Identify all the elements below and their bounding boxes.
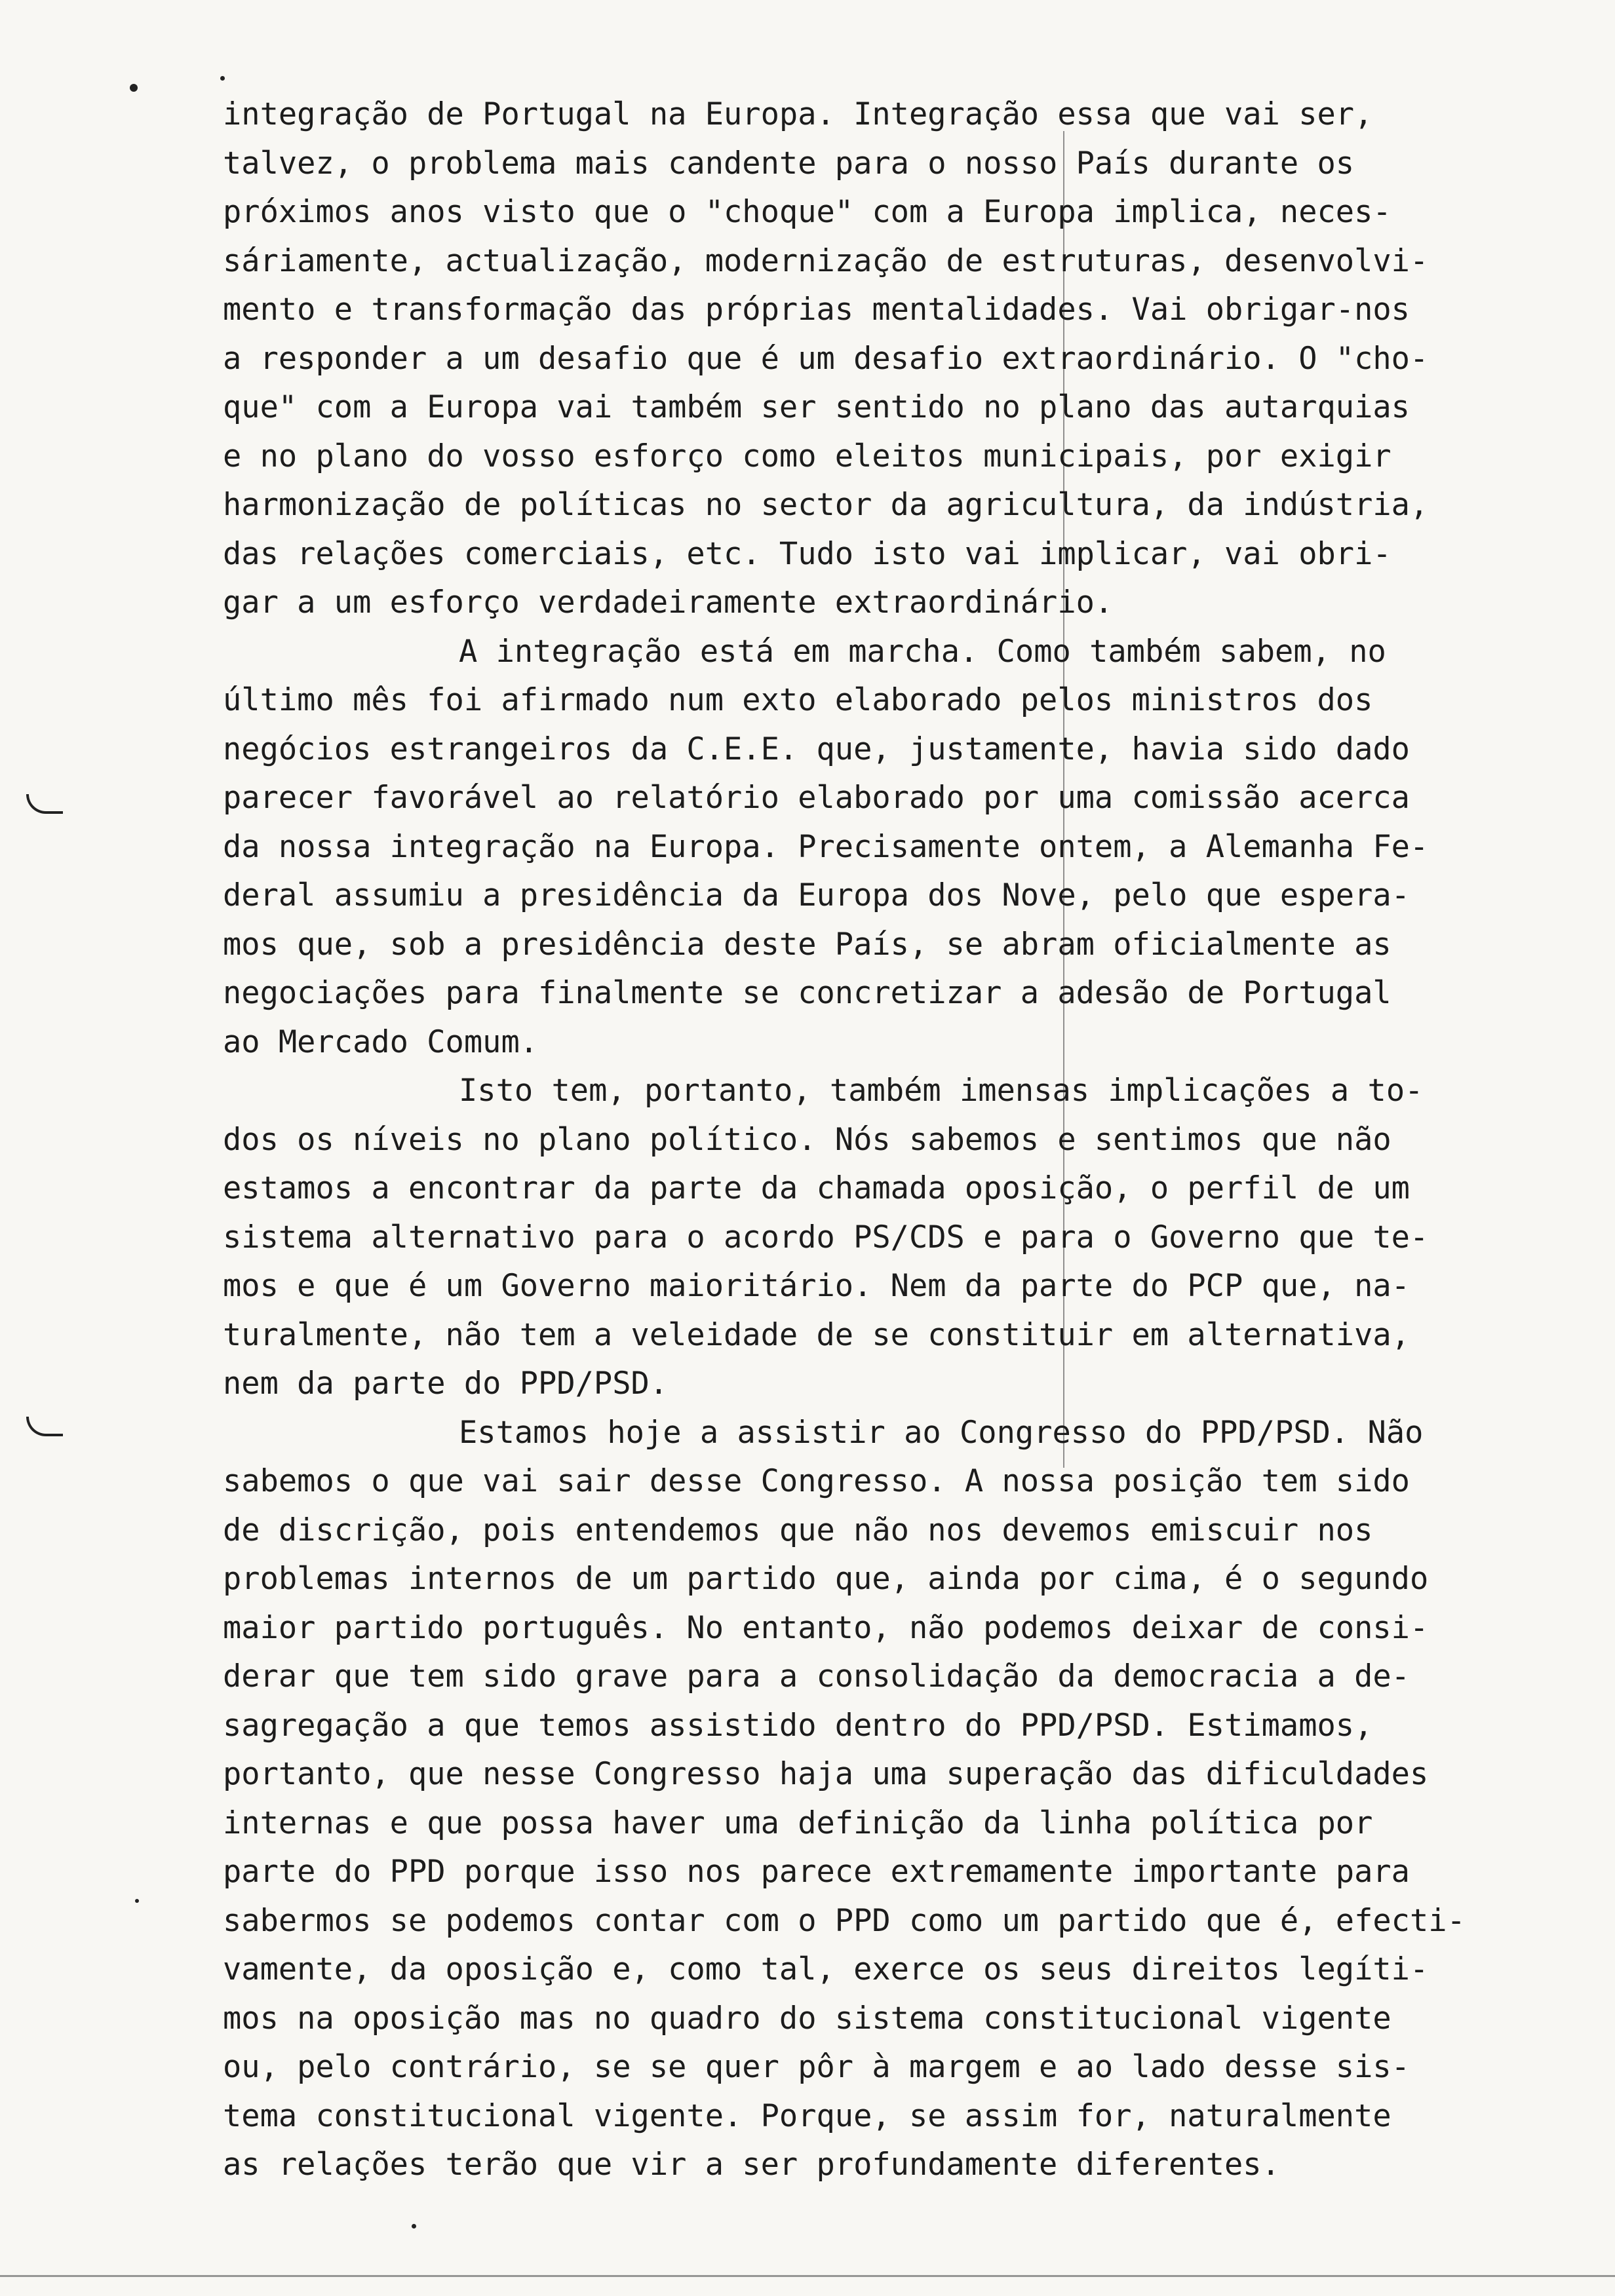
- text-line: Isto tem, portanto, também imensas implicações a to-: [459, 1073, 1424, 1109]
- text-line: tema constitucional vigente. Porque, se assim for, naturalmente: [223, 2097, 1391, 2134]
- text-line: mos e que é um Governo maioritário. Nem da parte do PCP que, na-: [223, 1268, 1410, 1304]
- text-line: próximos anos visto que o "choque" com a Europa implica, neces-: [223, 194, 1391, 230]
- ink-speck: [135, 1899, 139, 1903]
- punch-hole-mark-lower: [26, 1417, 63, 1436]
- ink-speck: [220, 76, 225, 81]
- text-line: negócios estrangeiros da C.E.E. que, justamente, havia sido dado: [223, 731, 1410, 767]
- text-line: e no plano do vosso esforço como eleitos municipais, por exigir: [223, 438, 1391, 474]
- text-line: portanto, que nesse Congresso haja uma superação das dificuldades: [223, 1756, 1429, 1792]
- text-line: gar a um esforço verdadeiramente extraordinário.: [223, 584, 1114, 621]
- text-line: sáriamente, actualização, modernização de estruturas, desenvolvi-: [223, 242, 1429, 279]
- text-line: a responder a um desafio que é um desafio extraordinário. O "cho-: [223, 340, 1429, 377]
- text-line: dos os níveis no plano político. Nós sabemos e sentimos que não: [223, 1121, 1391, 1158]
- text-line: Estamos hoje a assistir ao Congresso do PPD/PSD. Não: [459, 1414, 1424, 1451]
- text-line: sistema alternativo para o acordo PS/CDS e para o Governo que te-: [223, 1219, 1429, 1255]
- page-bottom-edge: [0, 2275, 1615, 2277]
- text-line: da nossa integração na Europa. Precisamente ontem, a Alemanha Fe-: [223, 828, 1429, 865]
- text-line: internas e que possa haver uma definição da linha política por: [223, 1805, 1373, 1841]
- text-line: derar que tem sido grave para a consolidação da democracia a de-: [223, 1658, 1410, 1694]
- text-line: mos que, sob a presidência deste País, se abram oficialmente as: [223, 926, 1391, 963]
- text-line: ou, pelo contrário, se se quer pôr à margem e ao lado desse sis-: [223, 2049, 1410, 2085]
- text-line: problemas internos de um partido que, ainda por cima, é o segundo: [223, 1561, 1429, 1597]
- text-line: que" com a Europa vai também ser sentido no plano das autarquias: [223, 389, 1410, 425]
- text-line: parte do PPD porque isso nos parece extremamente importante para: [223, 1854, 1410, 1890]
- text-line: deral assumiu a presidência da Europa dos Nove, pelo que espera-: [223, 877, 1410, 913]
- text-line: parecer favorável ao relatório elaborado por uma comissão acerca: [223, 780, 1410, 816]
- text-line: último mês foi afirmado num exto elaborado pelos ministros dos: [223, 682, 1373, 718]
- punch-hole-mark-upper: [26, 794, 63, 814]
- ink-speck: [412, 2224, 416, 2229]
- text-line: sabemos o que vai sair desse Congresso. A nossa posição tem sido: [223, 1463, 1410, 1499]
- text-line: sagregação a que temos assistido dentro do PPD/PSD. Estimamos,: [223, 1707, 1373, 1744]
- text-line: nem da parte do PPD/PSD.: [223, 1366, 669, 1402]
- text-line: sabermos se podemos contar com o PPD como um partido que é, efecti-: [223, 1902, 1466, 1939]
- typed-text-body: [223, 90, 1547, 2190]
- text-line: estamos a encontrar da parte da chamada oposição, o perfil de um: [223, 1170, 1410, 1206]
- text-line: maior partido português. No entanto, não podemos deixar de consi-: [223, 1609, 1429, 1646]
- text-line: das relações comerciais, etc. Tudo isto vai implicar, vai obri-: [223, 535, 1391, 572]
- text-line: turalmente, não tem a veleidade de se constituir em alternativa,: [223, 1316, 1410, 1353]
- text-line: ao Mercado Comum.: [223, 1024, 539, 1060]
- text-line: mento e transformação das próprias mentalidades. Vai obrigar-nos: [223, 292, 1410, 328]
- text-line: de discrição, pois entendemos que não nos devemos emiscuir nos: [223, 1512, 1373, 1548]
- text-line: harmonização de políticas no sector da agricultura, da indústria,: [223, 487, 1429, 523]
- text-line: integração de Portugal na Europa. Integração essa que vai ser,: [223, 96, 1373, 132]
- text-line: negociações para finalmente se concretizar a adesão de Portugal: [223, 975, 1391, 1011]
- ink-speck: [130, 84, 138, 92]
- text-line: talvez, o problema mais candente para o nosso País durante os: [223, 145, 1355, 182]
- text-line: vamente, da oposição e, como tal, exerce os seus direitos legíti-: [223, 1951, 1429, 1987]
- text-line: A integração está em marcha. Como também sabem, no: [459, 633, 1386, 670]
- text-line: mos na oposição mas no quadro do sistema constitucional vigente: [223, 2000, 1391, 2037]
- text-line: as relações terão que vir a ser profundamente diferentes.: [223, 2147, 1280, 2183]
